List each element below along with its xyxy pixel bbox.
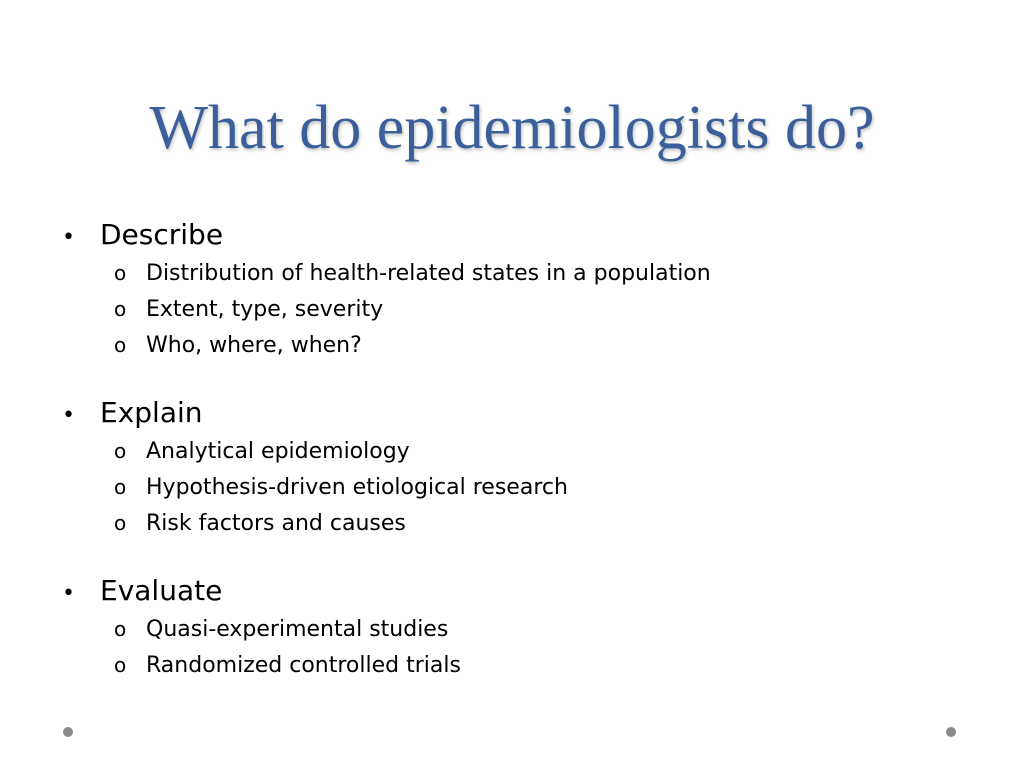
sub-bullet-list (62, 611, 962, 683)
section-evaluate (62, 571, 962, 683)
section-explain (62, 393, 962, 541)
sub-bullet-item (114, 255, 962, 291)
bullet-dot-icon: • (62, 581, 75, 606)
sub-bullet-item (114, 469, 962, 505)
sub-bullet-circle-icon: o (114, 617, 127, 641)
sub-bullet-circle-icon: o (114, 297, 127, 321)
sub-bullet-circle-icon: o (114, 333, 127, 357)
sub-bullet-text: Quasi-experimental studies (146, 617, 449, 642)
section-describe (62, 215, 962, 363)
sub-bullet-text: Hypothesis-driven etiological research (146, 475, 568, 500)
sub-bullet-item (114, 327, 962, 363)
sub-bullet-list (62, 255, 962, 363)
sub-bullet-text: Risk factors and causes (146, 511, 406, 536)
sub-bullet-item (114, 647, 962, 683)
sub-bullet-text: Analytical epidemiology (146, 439, 410, 464)
sub-bullet-text: Distribution of health-related states in a population (146, 261, 711, 286)
sub-bullet-item (114, 433, 962, 469)
sub-bullet-list (62, 433, 962, 541)
bullet-item (62, 215, 962, 255)
sub-bullet-circle-icon: o (114, 261, 127, 285)
slide-title: What do epidemiologists do? (149, 94, 875, 162)
section-heading: Describe (100, 218, 224, 251)
decorative-dot-icon (63, 727, 73, 737)
sub-bullet-item (114, 291, 962, 327)
bullet-dot-icon: • (62, 403, 75, 428)
sub-bullet-text: Who, where, when? (146, 333, 362, 358)
sub-bullet-circle-icon: o (114, 475, 127, 499)
sub-bullet-circle-icon: o (114, 653, 127, 677)
sub-bullet-circle-icon: o (114, 511, 127, 535)
sub-bullet-item (114, 505, 962, 541)
sub-bullet-item (114, 611, 962, 647)
bullet-content (62, 215, 962, 713)
bullet-item (62, 393, 962, 433)
bullet-dot-icon: • (62, 225, 75, 250)
sub-bullet-text: Randomized controlled trials (146, 653, 461, 678)
decorative-dot-icon (946, 727, 956, 737)
bullet-item (62, 571, 962, 611)
section-heading: Explain (100, 396, 203, 429)
section-heading: Evaluate (100, 574, 223, 607)
sub-bullet-circle-icon: o (114, 439, 127, 463)
sub-bullet-text: Extent, type, severity (146, 297, 384, 322)
